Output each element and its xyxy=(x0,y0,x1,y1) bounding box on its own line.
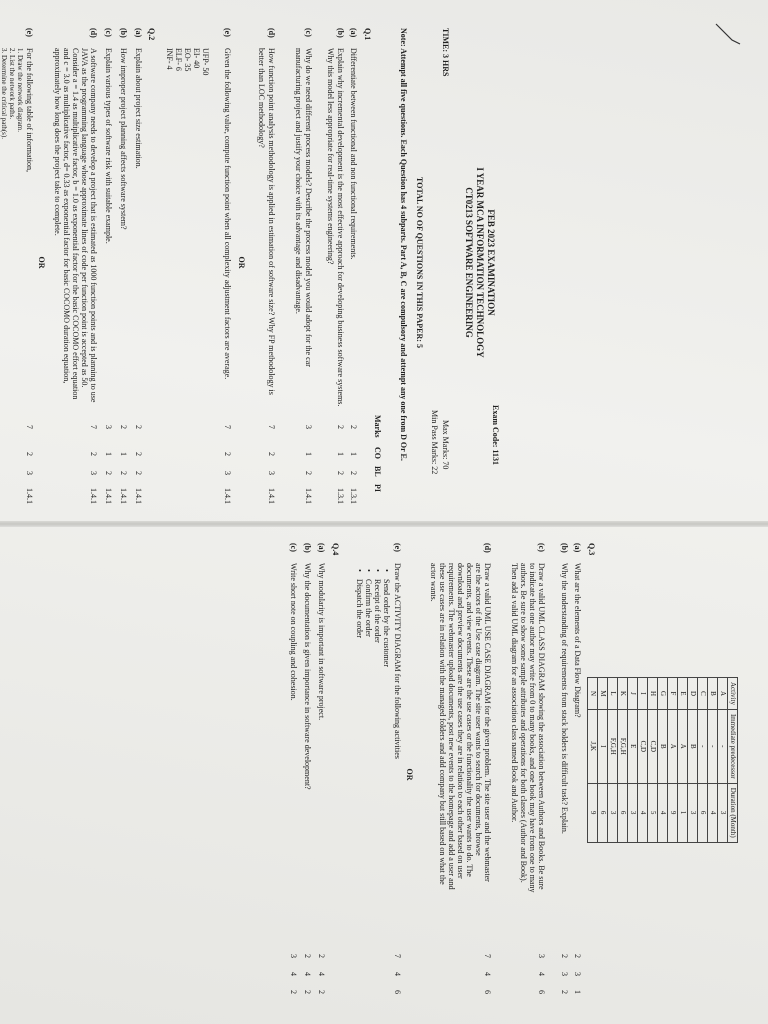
col-bl: BL xyxy=(373,466,382,477)
q3-c-text: Draw a valid UML CLASS DIAGRAM showing the association between Authors and Books. Be sure to indicate that one author may write from 0 to many books, and one book may have from one to many authors. Be sure to show some sample attributes and operations for both classes (Author and Book). Then add a valid UML diagram for an association class named Book and Author. xyxy=(510,563,546,893)
table-cell: F xyxy=(668,678,678,710)
q2-a-label: (a) xyxy=(134,28,143,38)
bullet-item: • Send order by the customer xyxy=(382,579,391,667)
q3-c xyxy=(496,543,546,1013)
q2-e-label: (e) xyxy=(25,28,34,37)
q2-b-text: How improper project planning affects software system? xyxy=(119,48,128,230)
value-ei: EI- 40 xyxy=(192,48,201,69)
table-row xyxy=(588,678,598,843)
q3-d-co: 4 xyxy=(483,972,492,976)
q1-b-text: Explain why incremental development is the most effective approach for developing business software systems. Why this model less appropriate for real-time systems engineering? xyxy=(326,48,345,407)
table-cell: F,G,H xyxy=(618,709,628,783)
step-1: 1. Draw the network diagram. xyxy=(16,48,24,132)
table-cell: 9 xyxy=(588,783,598,842)
q2-b-bl: 2 xyxy=(119,471,128,475)
table-cell: A xyxy=(718,678,728,710)
table-header-cell: Activity xyxy=(728,678,738,710)
q2-b-pi: 1.4.1 xyxy=(119,488,128,504)
q3-e xyxy=(350,543,402,1013)
q1-b-bl: 2 xyxy=(336,471,345,475)
table-cell: 6 xyxy=(598,783,608,842)
q3-c-marks: 3 xyxy=(537,954,546,958)
q2-c-text: Explain various types of software risk with suitable example. xyxy=(104,48,113,244)
activity-table xyxy=(587,677,738,843)
q1-or: OR xyxy=(237,256,246,269)
table-cell: 6 xyxy=(698,783,708,842)
table-row xyxy=(708,678,718,843)
q3-a-text: What are the elements of a Data Flow Diagram? xyxy=(573,563,582,718)
table-cell: 9 xyxy=(668,783,678,842)
q1-d-co: 2 xyxy=(267,452,276,456)
table-cell: 3 xyxy=(608,783,618,842)
q1-a xyxy=(348,28,358,508)
col-pi: PI xyxy=(373,484,382,492)
table-cell: H xyxy=(648,678,658,710)
min-pass-marks: Min Pass Marks: 22 xyxy=(430,410,439,475)
q3-d xyxy=(420,543,492,1013)
q4-a-co: 4 xyxy=(317,972,326,976)
q3-or: OR xyxy=(405,768,414,781)
q3-b xyxy=(549,543,569,1013)
table-row xyxy=(678,678,688,843)
q3-label: Q.3 xyxy=(587,543,596,556)
q3-e-bl: 6 xyxy=(393,990,402,994)
table-cell: C,D xyxy=(648,709,658,783)
bullet-item: • Receipt of the order xyxy=(373,579,382,667)
table-row xyxy=(688,678,698,843)
q2-a-text: Explain about project size estimation. xyxy=(134,48,143,169)
q4-a xyxy=(316,543,326,1013)
q4-c xyxy=(288,543,298,1013)
value-ufp: UFP- 50 xyxy=(201,48,210,76)
step-2: 2. List the network paths. xyxy=(8,48,16,120)
value-inf: INF- 4 xyxy=(165,48,174,70)
q1-c xyxy=(283,28,313,508)
q4-b-text: Why the documentation is given importance in software development? xyxy=(303,563,312,790)
table-row xyxy=(698,678,708,843)
q2-or: OR xyxy=(37,256,46,269)
q4-a-bl: 2 xyxy=(317,990,326,994)
q3-a-co: 3 xyxy=(573,972,582,976)
q3-a xyxy=(572,543,582,1013)
q1-a-text: Differentiate between functional and non functional requirements. xyxy=(349,48,358,260)
table-cell: - xyxy=(708,709,718,783)
q1-d-bl: 3 xyxy=(267,471,276,475)
table-cell: 3 xyxy=(688,783,698,842)
table-cell: G xyxy=(658,678,668,710)
table-cell: E xyxy=(678,678,688,710)
table-cell: 4 xyxy=(708,783,718,842)
q4-a-marks: 2 xyxy=(317,954,326,958)
q2-e xyxy=(0,28,34,508)
q1-d-text: How function point analysis methodology is applied in estimation of software size? Why FP methodology is better than LOC methodology? xyxy=(257,48,276,395)
table-cell: I xyxy=(598,709,608,783)
q3-b-marks: 2 xyxy=(560,954,569,958)
col-co: CO xyxy=(373,447,382,459)
exam-code: Exam Code: 1131 xyxy=(491,405,500,465)
q1-d-label: (d) xyxy=(267,28,276,38)
q1-b-pi: 1.3.1 xyxy=(336,488,345,504)
q2-a-co: 2 xyxy=(134,452,143,456)
table-cell: 1 xyxy=(678,783,688,842)
table-cell: A xyxy=(678,709,688,783)
q1-e-marks: 7 xyxy=(223,425,232,429)
q3-b-co: 3 xyxy=(560,972,569,976)
q4-b-co: 4 xyxy=(303,972,312,976)
q3-c-label: (c) xyxy=(537,543,546,552)
q2-a-pi: 1.4.1 xyxy=(134,488,143,504)
q3-e-bullets xyxy=(355,565,391,667)
q2-c-bl: 2 xyxy=(104,471,113,475)
q1-b xyxy=(315,28,345,508)
table-row xyxy=(598,678,608,843)
q1-b-co: 1 xyxy=(336,452,345,456)
table-cell: J xyxy=(628,678,638,710)
exam-title: FEB 2023 EXAMINATION xyxy=(486,209,496,316)
table-cell: C xyxy=(698,678,708,710)
instructions-note: Note: Attempt all five questions. Each Question has 4 subparts. Part A, B, C are compulsory and attempt any one from D Or E. xyxy=(399,28,408,461)
q1-d-pi: 1.4.1 xyxy=(267,488,276,504)
q3-e-co: 4 xyxy=(393,972,402,976)
q2-d-marks: 7 xyxy=(89,425,98,429)
q4-c-bl: 2 xyxy=(289,990,298,994)
q4-b-bl: 2 xyxy=(303,990,312,994)
table-cell: 4 xyxy=(658,783,668,842)
table-cell: B xyxy=(688,709,698,783)
q1-a-pi: 1.3.1 xyxy=(349,488,358,504)
q2-c-co: 1 xyxy=(104,452,113,456)
q2-e-steps xyxy=(0,48,24,139)
table-cell: N xyxy=(588,678,598,710)
q2-c xyxy=(103,28,113,508)
q1-c-bl: 2 xyxy=(304,471,313,475)
q1-e-label: (e) xyxy=(223,28,232,37)
q4-c-marks: 3 xyxy=(289,954,298,958)
q2-b-co: 1 xyxy=(119,452,128,456)
table-cell: M xyxy=(598,678,608,710)
q1-a-co: 1 xyxy=(349,452,358,456)
q3-d-bl: 6 xyxy=(483,990,492,994)
table-header-cell: Duration (Month) xyxy=(728,783,738,842)
q3-b-label: (b) xyxy=(560,543,569,553)
q1-c-text: Why do we need different process models? Describe the process model you would adopt for the car manufacturing project and justify your choice with its advantage and disadvantage. xyxy=(294,48,313,367)
q1-e-values xyxy=(165,48,210,75)
q3-e-label: (e) xyxy=(393,543,402,552)
q3-b-bl: 2 xyxy=(560,990,569,994)
q1-label: Q.1 xyxy=(363,28,372,41)
q2-d-bl: 3 xyxy=(89,471,98,475)
table-cell: A xyxy=(668,709,678,783)
q3-b-text: Why the understanding of requirements from stack holders is difficult task? Explain. xyxy=(560,563,569,834)
table-cell: 3 xyxy=(718,783,728,842)
table-cell: I xyxy=(638,678,648,710)
table-cell: 5 xyxy=(648,783,658,842)
q3-e-marks: 7 xyxy=(393,954,402,958)
table-cell: 6 xyxy=(618,783,628,842)
q3-d-label: (d) xyxy=(483,543,492,553)
q2-label: Q.2 xyxy=(147,28,156,41)
program-name: I YEAR MCA INFORMATION TECHNOLOGY xyxy=(475,167,485,358)
table-row xyxy=(658,678,668,843)
q1-b-marks: 2 xyxy=(336,425,345,429)
q1-e-pi: 1.4.1 xyxy=(223,488,232,504)
bullet-item: • Confirm the order xyxy=(364,579,373,667)
q2-a-marks: 2 xyxy=(134,425,143,429)
value-eo: EO- 35 xyxy=(183,48,192,72)
q4-c-label: (c) xyxy=(289,543,298,552)
step-3: 3. Determine the critical path(s). xyxy=(0,48,8,139)
q2-e-marks: 7 xyxy=(25,425,34,429)
q1-e xyxy=(162,28,232,508)
table-cell: 4 xyxy=(638,783,648,842)
q4-b-marks: 2 xyxy=(303,954,312,958)
q2-d xyxy=(48,28,98,508)
q3-a-label: (a) xyxy=(573,543,582,553)
table-cell: F,G,H xyxy=(608,709,618,783)
q2-c-label: (c) xyxy=(104,28,113,37)
q4-c-co: 4 xyxy=(289,972,298,976)
table-row xyxy=(638,678,648,843)
q2-a xyxy=(133,28,143,508)
table-row xyxy=(648,678,658,843)
col-marks: Marks xyxy=(373,415,382,438)
table-cell: E xyxy=(628,709,638,783)
course-name: CT0213 SOFTWARE ENGINEERING xyxy=(464,187,474,338)
table-row xyxy=(618,678,628,843)
q3-d-marks: 7 xyxy=(483,954,492,958)
page-right xyxy=(0,525,768,1024)
q2-e-text: For the following table of information, xyxy=(25,48,34,172)
q1-b-label: (b) xyxy=(336,28,345,38)
q1-a-marks: 2 xyxy=(349,425,358,429)
q4-b xyxy=(302,543,312,1013)
q1-c-pi: 1.4.1 xyxy=(304,488,313,504)
q4-b-label: (b) xyxy=(303,543,312,553)
table-cell: 3 xyxy=(628,783,638,842)
table-cell: - xyxy=(718,709,728,783)
table-cell: B xyxy=(658,709,668,783)
q1-c-label: (c) xyxy=(304,28,313,37)
q2-b-marks: 2 xyxy=(119,425,128,429)
q2-d-pi: 1.4.1 xyxy=(89,488,98,504)
q1-a-label: (a) xyxy=(349,28,358,38)
q3-a-marks: 2 xyxy=(573,954,582,958)
table-cell: B xyxy=(708,678,718,710)
max-marks: Max Marks: 70 xyxy=(441,420,450,470)
q3-d-text: Draw a valid UML USE CASE DIAGRAM for the given problem. The site user and the webmaster are the actors of the Use case diagram. The site user wants to search for documents, browse documents, and view events. These are the use cases or the functionality the user wants to do. The download and preview documents are the use cases they are in relation to each other based on user requirements. The webmaster upload documents, post new events to the homepage and add a user and these use cases are in relation with the managed folders and add company but still based on what the actor wants. xyxy=(429,563,492,890)
q2-e-pi: 1.4.1 xyxy=(25,488,34,504)
exam-time: TIME: 3 HRS xyxy=(441,28,450,77)
q3-c-co: 4 xyxy=(537,972,546,976)
q1-a-bl: 2 xyxy=(349,471,358,475)
table-header-row xyxy=(728,678,738,843)
q2-d-co: 2 xyxy=(89,452,98,456)
q3-a-bl: 1 xyxy=(573,990,582,994)
q2-c-pi: 1.4.1 xyxy=(104,488,113,504)
q2-e-co: 2 xyxy=(25,452,34,456)
table-cell: J,K xyxy=(588,709,598,783)
q1-d-marks: 7 xyxy=(267,425,276,429)
q4-c-text: Write short note on coupling and cohesion. xyxy=(289,563,298,701)
table-cell: - xyxy=(698,709,708,783)
q3-e-text: Draw the ACTIVITY DIAGRAM for the following activities xyxy=(393,563,402,759)
q1-e-text: Given the following value, compute function point when all complexity adjustment factors are average. xyxy=(223,48,232,380)
q1-e-bl: 3 xyxy=(223,471,232,475)
table-cell: L xyxy=(608,678,618,710)
table-row xyxy=(628,678,638,843)
table-cell: C,D xyxy=(638,709,648,783)
q2-a-bl: 2 xyxy=(134,471,143,475)
q4-a-text: Why modularity is important in software project. xyxy=(317,563,326,721)
q1-e-co: 2 xyxy=(223,452,232,456)
bullet-item: • Dispatch the order xyxy=(355,579,364,667)
q2-e-bl: 3 xyxy=(25,471,34,475)
q1-c-marks: 3 xyxy=(304,425,313,429)
table-row xyxy=(718,678,728,843)
q4-a-label: (a) xyxy=(317,543,326,553)
q2-d-label: (d) xyxy=(89,28,98,38)
pen-mark-icon xyxy=(706,18,746,58)
q2-b-label: (b) xyxy=(119,28,128,38)
table-row xyxy=(608,678,618,843)
table-cell: K xyxy=(618,678,628,710)
table-cell: D xyxy=(688,678,698,710)
value-elf: ELF- 6 xyxy=(174,48,183,71)
q1-d xyxy=(256,28,276,508)
q2-b xyxy=(118,28,128,508)
total-questions: TOTAL NO OF QUESTIONS IN THIS PAPER: 5 xyxy=(415,177,424,348)
table-header-cell: Immediate predecessor xyxy=(728,709,738,783)
table-row xyxy=(668,678,678,843)
q2-d-text: A software company needs to develop a project that is estimated as 1000 function points and is planning to use JAVA as the programming language whose approximate lines of code per function point is accepted as 50. Consider a = 1.4 as multiplicative factor, b = 1.0 as exponential factor for the basic COCOMO effort equation and c = 3.0 as multiplicative factor, d= 0.33 as exponential factor for basic COCOMO duration equation, approximately how long does the project take to complete. xyxy=(53,48,98,403)
q4-label: Q.4 xyxy=(331,543,340,556)
q2-c-marks: 3 xyxy=(104,425,113,429)
q3-c-bl: 6 xyxy=(537,990,546,994)
q1-c-co: 1 xyxy=(304,452,313,456)
